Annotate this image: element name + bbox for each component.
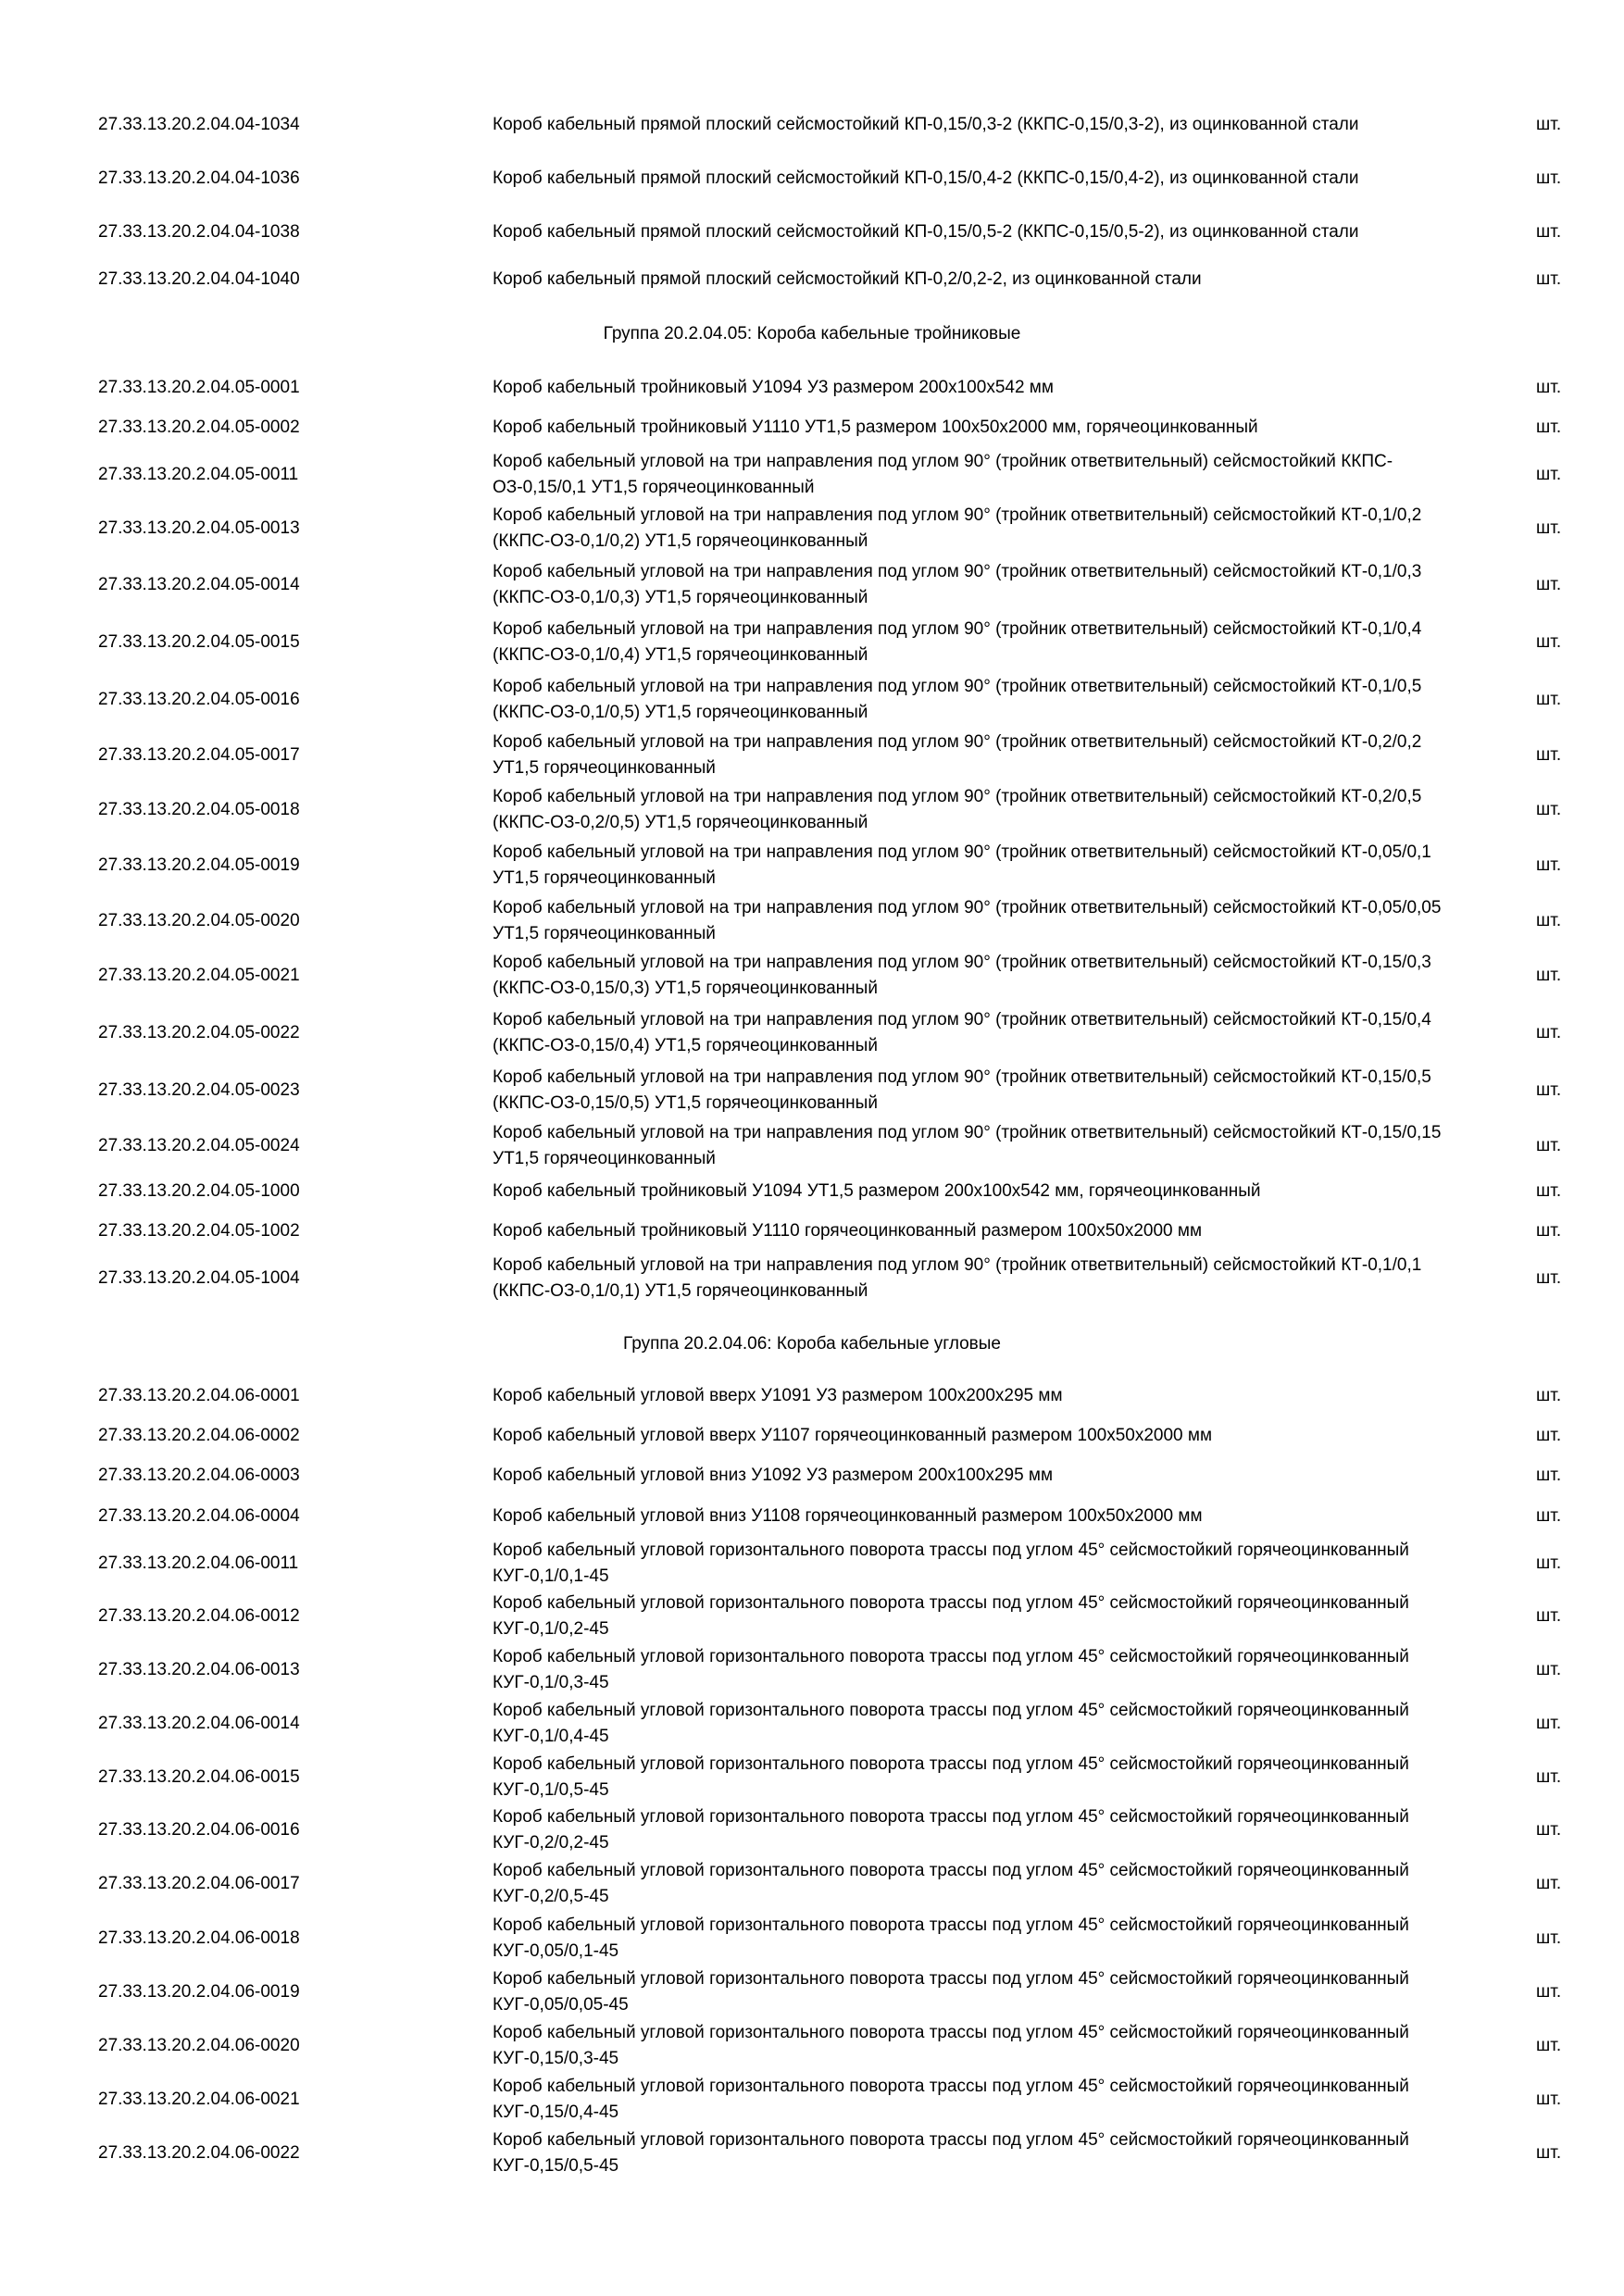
item-unit: шт. xyxy=(1536,745,1562,765)
item-description: Короб кабельный угловой горизонтального поворота трассы под углом 45° сейсмостойкий горячеоцинкованный КУГ-0,15/0,3-45 xyxy=(493,2023,1409,2068)
item-description: Короб кабельный угловой горизонтального поворота трассы под углом 45° сейсмостойкий горячеоцинкованный КУГ-0,1/0,1-45 xyxy=(493,1541,1409,1586)
item-unit: шт. xyxy=(1536,115,1562,134)
item-code: 27.33.13.20.2.04.06-0020 xyxy=(98,2036,300,2055)
item-code: 27.33.13.20.2.04.05-0013 xyxy=(98,518,300,538)
item-unit: шт. xyxy=(1536,2090,1562,2109)
item-unit: шт. xyxy=(1536,575,1562,594)
item-unit: шт. xyxy=(1536,800,1562,819)
item-unit: шт. xyxy=(1536,2143,1562,2163)
item-code: 27.33.13.20.2.04.05-0021 xyxy=(98,966,300,985)
item-code: 27.33.13.20.2.04.06-0012 xyxy=(98,1606,300,1626)
item-code: 27.33.13.20.2.04.06-0011 xyxy=(98,1554,299,1573)
item-description: Короб кабельный угловой горизонтального поворота трассы под углом 45° сейсмостойкий горячеоцинкованный КУГ-0,2/0,5-45 xyxy=(493,1861,1409,1906)
item-unit: шт. xyxy=(1536,168,1562,188)
item-code: 27.33.13.20.2.04.06-0019 xyxy=(98,1982,300,2002)
item-description: Короб кабельный тройниковый У1110 горячеоцинкованный размером 100х50х2000 мм xyxy=(493,1221,1203,1241)
item-unit: шт. xyxy=(1536,855,1562,875)
item-code: 27.33.13.20.2.04.05-1002 xyxy=(98,1221,300,1241)
item-unit: шт. xyxy=(1536,1767,1562,1787)
item-code: 27.33.13.20.2.04.05-0020 xyxy=(98,911,300,930)
item-code: 27.33.13.20.2.04.06-0014 xyxy=(98,1714,300,1733)
item-code: 27.33.13.20.2.04.06-0001 xyxy=(98,1386,300,1405)
item-description: Короб кабельный угловой на три направления под углом 90° (тройник ответвительный) сейсмостойкий КТ-0,1/0,5 (ККПС-ОЗ-0,1/0,5) УТ1,5 горячеоцинкованный xyxy=(493,677,1422,722)
item-description: Короб кабельный прямой плоский сейсмостойкий КП-0,2/0,2-2, из оцинкованной стали xyxy=(493,269,1202,289)
item-unit: шт. xyxy=(1536,1386,1562,1405)
item-code: 27.33.13.20.2.04.05-1004 xyxy=(98,1268,300,1288)
item-code: 27.33.13.20.2.04.06-0015 xyxy=(98,1767,300,1787)
item-unit: шт. xyxy=(1536,378,1562,397)
item-description: Короб кабельный угловой горизонтального поворота трассы под углом 45° сейсмостойкий горячеоцинкованный КУГ-0,2/0,2-45 xyxy=(493,1807,1409,1853)
item-code: 27.33.13.20.2.04.05-0001 xyxy=(98,378,300,397)
item-code: 27.33.13.20.2.04.05-0015 xyxy=(98,632,300,652)
item-code: 27.33.13.20.2.04.05-0002 xyxy=(98,418,300,437)
item-unit: шт. xyxy=(1536,465,1562,484)
item-code: 27.33.13.20.2.04.05-0016 xyxy=(98,690,300,709)
item-code: 27.33.13.20.2.04.05-0011 xyxy=(98,465,299,484)
item-unit: шт. xyxy=(1536,1023,1562,1042)
item-description: Короб кабельный угловой вниз У1092 У3 размером 200х100х295 мм xyxy=(493,1466,1054,1485)
item-unit: шт. xyxy=(1536,1982,1562,2002)
item-unit: шт. xyxy=(1536,1928,1562,1948)
item-description: Короб кабельный угловой горизонтального поворота трассы под углом 45° сейсмостойкий горячеоцинкованный КУГ-0,05/0,1-45 xyxy=(493,1915,1409,1961)
item-code: 27.33.13.20.2.04.06-0003 xyxy=(98,1466,300,1485)
item-code: 27.33.13.20.2.04.05-0019 xyxy=(98,855,300,875)
item-description: Короб кабельный угловой на три направления под углом 90° (тройник ответвительный) сейсмостойкий КТ-0,15/0,5 (ККПС-ОЗ-0,15/0,5) УТ1,5 горячеоцинкованный xyxy=(493,1067,1431,1113)
item-unit: шт. xyxy=(1536,1606,1562,1626)
item-code: 27.33.13.20.2.04.04-1034 xyxy=(98,115,300,134)
item-unit: шт. xyxy=(1536,1221,1562,1241)
item-description: Короб кабельный угловой на три направления под углом 90° (тройник ответвительный) сейсмостойкий КТ-0,1/0,2 (ККПС-ОЗ-0,1/0,2) УТ1,5 горячеоцинкованный xyxy=(493,505,1422,551)
item-code: 27.33.13.20.2.04.05-0024 xyxy=(98,1136,300,1155)
item-code: 27.33.13.20.2.04.06-0002 xyxy=(98,1426,300,1445)
item-code: 27.33.13.20.2.04.06-0022 xyxy=(98,2143,300,2163)
item-unit: шт. xyxy=(1536,690,1562,709)
item-description: Короб кабельный угловой горизонтального поворота трассы под углом 45° сейсмостойкий горячеоцинкованный КУГ-0,05/0,05-45 xyxy=(493,1969,1409,2015)
item-unit: шт. xyxy=(1536,966,1562,985)
group-title: Группа 20.2.04.05: Короба кабельные тройниковые xyxy=(603,324,1021,343)
item-unit: шт. xyxy=(1536,1080,1562,1100)
item-description: Короб кабельный угловой на три направления под углом 90° (тройник ответвительный) сейсмостойкий КТ-0,15/0,15 УТ1,5 горячеоцинкованный xyxy=(493,1123,1442,1168)
item-unit: шт. xyxy=(1536,1268,1562,1288)
item-description: Короб кабельный угловой горизонтального поворота трассы под углом 45° сейсмостойкий горячеоцинкованный КУГ-0,1/0,4-45 xyxy=(493,1701,1409,1746)
item-description: Короб кабельный прямой плоский сейсмостойкий КП-0,15/0,3-2 (ККПС-0,15/0,3-2), из оцинкованной стали xyxy=(493,115,1359,134)
item-code: 27.33.13.20.2.04.06-0013 xyxy=(98,1660,300,1679)
item-unit: шт. xyxy=(1536,911,1562,930)
item-description: Короб кабельный угловой на три направления под углом 90° (тройник ответвительный) сейсмостойкий КТ-0,1/0,4 (ККПС-ОЗ-0,1/0,4) УТ1,5 горячеоцинкованный xyxy=(493,619,1422,665)
item-description: Короб кабельный угловой на три направления под углом 90° (тройник ответвительный) сейсмостойкий КТ-0,15/0,4 (ККПС-ОЗ-0,15/0,4) УТ1,5 горячеоцинкованный xyxy=(493,1010,1431,1055)
item-description: Короб кабельный угловой на три направления под углом 90° (тройник ответвительный) сейсмостойкий КТ-0,2/0,2 УТ1,5 горячеоцинкованный xyxy=(493,732,1422,778)
item-code: 27.33.13.20.2.04.05-0017 xyxy=(98,745,300,765)
item-description: Короб кабельный прямой плоский сейсмостойкий КП-0,15/0,4-2 (ККПС-0,15/0,4-2), из оцинкованной стали xyxy=(493,168,1359,188)
item-description: Короб кабельный угловой на три направления под углом 90° (тройник ответвительный) сейсмостойкий ККПС-ОЗ-0,15/0,1 УТ1,5 горячеоцинкованный xyxy=(493,452,1393,497)
item-unit: шт. xyxy=(1536,1820,1562,1840)
item-code: 27.33.13.20.2.04.05-0018 xyxy=(98,800,300,819)
group-title: Группа 20.2.04.06: Короба кабельные угловые xyxy=(623,1334,1001,1354)
item-description: Короб кабельный угловой на три направления под углом 90° (тройник ответвительный) сейсмостойкий КТ-0,05/0,05 УТ1,5 горячеоцинкованный xyxy=(493,898,1442,943)
item-description: Короб кабельный тройниковый У1094 УТ1,5 размером 200х100х542 мм, горячеоцинкованный xyxy=(493,1181,1261,1201)
item-unit: шт. xyxy=(1536,1506,1562,1526)
item-description: Короб кабельный угловой горизонтального поворота трассы под углом 45° сейсмостойкий горячеоцинкованный КУГ-0,1/0,5-45 xyxy=(493,1754,1409,1800)
item-description: Короб кабельный угловой вниз У1108 горячеоцинкованный размером 100х50х2000 мм xyxy=(493,1506,1203,1526)
item-description: Короб кабельный тройниковый У1110 УТ1,5 размером 100х50х2000 мм, горячеоцинкованный xyxy=(493,418,1258,437)
item-unit: шт. xyxy=(1536,518,1562,538)
item-code: 27.33.13.20.2.04.06-0004 xyxy=(98,1506,300,1526)
item-code: 27.33.13.20.2.04.04-1040 xyxy=(98,269,300,289)
item-code: 27.33.13.20.2.04.05-0014 xyxy=(98,575,300,594)
item-code: 27.33.13.20.2.04.04-1036 xyxy=(98,168,300,188)
item-unit: шт. xyxy=(1536,1181,1562,1201)
item-description: Короб кабельный прямой плоский сейсмостойкий КП-0,15/0,5-2 (ККПС-0,15/0,5-2), из оцинкованной стали xyxy=(493,222,1359,242)
item-unit: шт. xyxy=(1536,2036,1562,2055)
item-code: 27.33.13.20.2.04.06-0018 xyxy=(98,1928,300,1948)
item-unit: шт. xyxy=(1536,1136,1562,1155)
item-unit: шт. xyxy=(1536,1466,1562,1485)
item-unit: шт. xyxy=(1536,1554,1562,1573)
item-description: Короб кабельный угловой на три направления под углом 90° (тройник ответвительный) сейсмостойкий КТ-0,1/0,3 (ККПС-ОЗ-0,1/0,3) УТ1,5 горячеоцинкованный xyxy=(493,562,1422,607)
item-unit: шт. xyxy=(1536,269,1562,289)
item-description: Короб кабельный угловой на три направления под углом 90° (тройник ответвительный) сейсмостойкий КТ-0,1/0,1 (ККПС-ОЗ-0,1/0,1) УТ1,5 горячеоцинкованный xyxy=(493,1255,1422,1301)
item-description: Короб кабельный угловой вверх У1107 горячеоцинкованный размером 100х50х2000 мм xyxy=(493,1426,1213,1445)
item-unit: шт. xyxy=(1536,1426,1562,1445)
item-unit: шт. xyxy=(1536,1874,1562,1893)
item-description: Короб кабельный угловой вверх У1091 У3 размером 100х200х295 мм xyxy=(493,1386,1063,1405)
item-unit: шт. xyxy=(1536,632,1562,652)
item-unit: шт. xyxy=(1536,418,1562,437)
item-code: 27.33.13.20.2.04.06-0016 xyxy=(98,1820,300,1840)
item-description: Короб кабельный угловой на три направления под углом 90° (тройник ответвительный) сейсмостойкий КТ-0,2/0,5 (ККПС-ОЗ-0,2/0,5) УТ1,5 горячеоцинкованный xyxy=(493,787,1422,832)
item-description: Короб кабельный угловой на три направления под углом 90° (тройник ответвительный) сейсмостойкий КТ-0,05/0,1 УТ1,5 горячеоцинкованный xyxy=(493,842,1431,888)
item-description: Короб кабельный угловой горизонтального поворота трассы под углом 45° сейсмостойкий горячеоцинкованный КУГ-0,15/0,5-45 xyxy=(493,2130,1409,2176)
item-description: Короб кабельный тройниковый У1094 У3 размером 200х100х542 мм xyxy=(493,378,1054,397)
item-unit: шт. xyxy=(1536,222,1562,242)
item-unit: шт. xyxy=(1536,1714,1562,1733)
item-code: 27.33.13.20.2.04.05-1000 xyxy=(98,1181,300,1201)
item-code: 27.33.13.20.2.04.05-0023 xyxy=(98,1080,300,1100)
item-description: Короб кабельный угловой горизонтального поворота трассы под углом 45° сейсмостойкий горячеоцинкованный КУГ-0,15/0,4-45 xyxy=(493,2077,1409,2122)
item-description: Короб кабельный угловой на три направления под углом 90° (тройник ответвительный) сейсмостойкий КТ-0,15/0,3 (ККПС-ОЗ-0,15/0,3) УТ1,5 горячеоцинкованный xyxy=(493,953,1431,998)
item-code: 27.33.13.20.2.04.06-0017 xyxy=(98,1874,300,1893)
item-code: 27.33.13.20.2.04.06-0021 xyxy=(98,2090,300,2109)
item-description: Короб кабельный угловой горизонтального поворота трассы под углом 45° сейсмостойкий горячеоцинкованный КУГ-0,1/0,3-45 xyxy=(493,1647,1409,1692)
item-unit: шт. xyxy=(1536,1660,1562,1679)
item-code: 27.33.13.20.2.04.05-0022 xyxy=(98,1023,300,1042)
item-description: Короб кабельный угловой горизонтального поворота трассы под углом 45° сейсмостойкий горячеоцинкованный КУГ-0,1/0,2-45 xyxy=(493,1593,1409,1639)
item-code: 27.33.13.20.2.04.04-1038 xyxy=(98,222,300,242)
